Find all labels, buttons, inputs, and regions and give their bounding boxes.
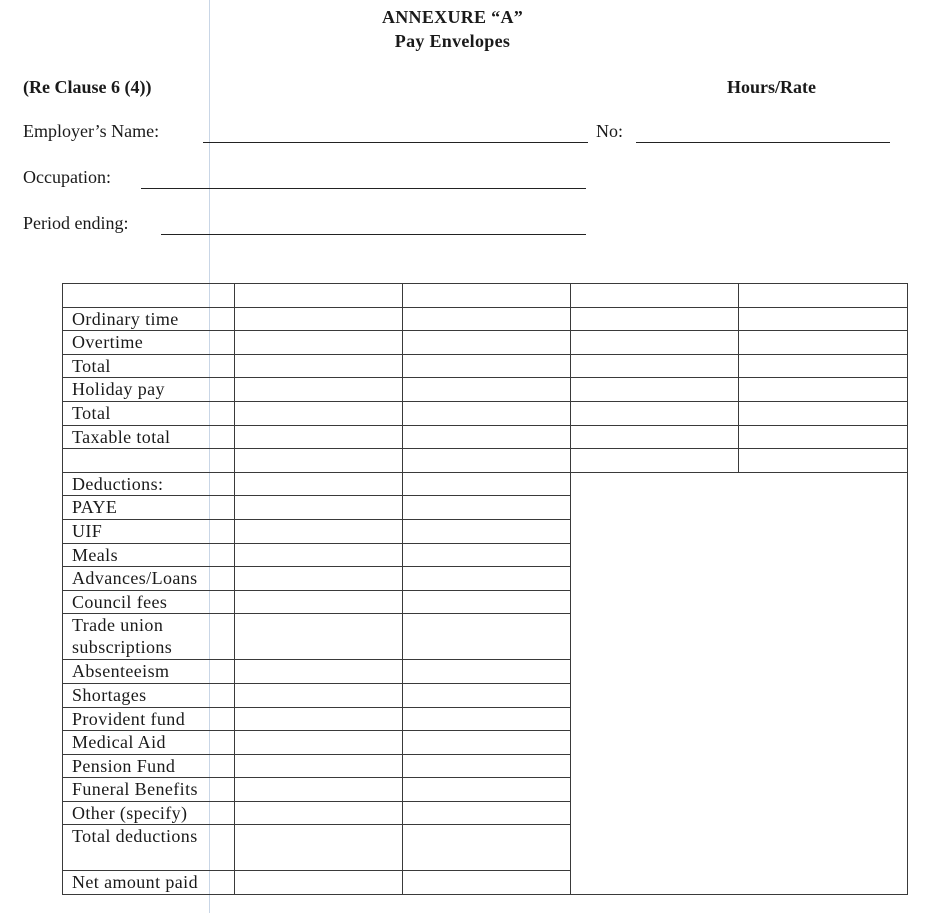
table-cell[interactable] <box>403 331 571 355</box>
row-label-council-fees: Council fees <box>63 590 235 614</box>
table-cell[interactable] <box>235 472 403 496</box>
table-cell[interactable] <box>235 754 403 778</box>
table-cell[interactable] <box>403 590 571 614</box>
occupation-label: Occupation: <box>23 167 111 187</box>
deductions-header: Deductions: <box>63 472 235 496</box>
row-label-pension-fund: Pension Fund <box>63 754 235 778</box>
table-cell[interactable] <box>235 354 403 378</box>
table-cell <box>63 284 235 308</box>
table-cell[interactable] <box>403 307 571 331</box>
table-cell[interactable] <box>739 331 908 355</box>
table-cell[interactable] <box>739 307 908 331</box>
table-cell[interactable] <box>403 778 571 802</box>
row-label-taxable-total: Taxable total <box>63 425 235 449</box>
table-cell[interactable] <box>403 567 571 591</box>
table-cell[interactable] <box>235 401 403 425</box>
row-label-total-2: Total <box>63 401 235 425</box>
row-label-net-amount-paid: Net amount paid <box>63 871 235 895</box>
table-cell[interactable] <box>403 496 571 520</box>
table-row <box>63 307 908 331</box>
table-cell[interactable] <box>571 425 739 449</box>
occupation-field[interactable] <box>141 167 586 189</box>
row-label-provident-fund: Provident fund <box>63 707 235 731</box>
table-cell[interactable] <box>235 778 403 802</box>
table-cell[interactable] <box>403 354 571 378</box>
table-cell[interactable] <box>739 378 908 402</box>
table-cell[interactable] <box>235 825 403 871</box>
table-cell[interactable] <box>403 801 571 825</box>
row-label-total-deductions: Total deductions <box>63 825 235 871</box>
employer-name-field[interactable] <box>203 121 588 143</box>
table-cell[interactable] <box>235 683 403 707</box>
table-cell[interactable] <box>235 801 403 825</box>
table-cell[interactable] <box>403 543 571 567</box>
table-row <box>63 354 908 378</box>
table-cell[interactable] <box>235 731 403 755</box>
row-label-shortages: Shortages <box>63 683 235 707</box>
row-label-medical-aid: Medical Aid <box>63 731 235 755</box>
table-cell[interactable] <box>403 401 571 425</box>
row-label-holiday-pay: Holiday pay <box>63 378 235 402</box>
table-cell[interactable] <box>235 449 403 473</box>
table-cell[interactable] <box>739 401 908 425</box>
table-cell[interactable] <box>571 378 739 402</box>
table-cell[interactable] <box>235 331 403 355</box>
table-cell[interactable] <box>403 731 571 755</box>
table-cell <box>63 449 235 473</box>
no-label: No: <box>596 121 623 141</box>
row-label-funeral-benefits: Funeral Benefits <box>63 778 235 802</box>
table-cell[interactable] <box>235 614 403 660</box>
table-cell[interactable] <box>403 425 571 449</box>
table-cell[interactable] <box>235 871 403 895</box>
period-ending-field[interactable] <box>161 213 586 235</box>
row-label-trade-union-subscriptions: Trade union subscriptions <box>63 614 235 660</box>
table-cell[interactable] <box>571 401 739 425</box>
table-row <box>63 449 908 473</box>
row-label-ordinary-time: Ordinary time <box>63 307 235 331</box>
table-cell[interactable] <box>235 496 403 520</box>
employer-name-label: Employer’s Name: <box>23 121 160 141</box>
blank-area <box>571 472 908 894</box>
row-label-advances-loans: Advances/Loans <box>63 567 235 591</box>
table-row <box>63 472 908 496</box>
pay-envelope-table <box>62 283 908 895</box>
table-cell[interactable] <box>403 754 571 778</box>
table-cell[interactable] <box>571 354 739 378</box>
no-field[interactable] <box>636 121 890 143</box>
table-cell[interactable] <box>571 331 739 355</box>
table-cell[interactable] <box>403 871 571 895</box>
table-cell[interactable] <box>235 590 403 614</box>
table-cell[interactable] <box>403 449 571 473</box>
table-cell[interactable] <box>739 425 908 449</box>
table-cell[interactable] <box>235 660 403 684</box>
table-row <box>63 401 908 425</box>
clause-reference: (Re Clause 6 (4)) <box>23 77 152 97</box>
table-cell[interactable] <box>739 449 908 473</box>
row-label-overtime: Overtime <box>63 331 235 355</box>
table-cell[interactable] <box>403 378 571 402</box>
table-cell[interactable] <box>235 707 403 731</box>
table-row <box>63 378 908 402</box>
table-header-row <box>63 284 908 308</box>
table-cell[interactable] <box>739 354 908 378</box>
row-label-absenteeism: Absenteeism <box>63 660 235 684</box>
row-label-other-specify: Other (specify) <box>63 801 235 825</box>
table-row <box>63 425 908 449</box>
table-cell[interactable] <box>739 284 908 308</box>
table-cell[interactable] <box>235 425 403 449</box>
table-cell[interactable] <box>403 472 571 496</box>
table-cell[interactable] <box>571 284 739 308</box>
row-label-paye: PAYE <box>63 496 235 520</box>
table-cell[interactable] <box>235 543 403 567</box>
table-cell[interactable] <box>235 567 403 591</box>
row-label-uif: UIF <box>63 519 235 543</box>
table-cell[interactable] <box>403 660 571 684</box>
table-cell[interactable] <box>403 707 571 731</box>
table-cell[interactable] <box>235 519 403 543</box>
table-cell[interactable] <box>403 825 571 871</box>
table-cell[interactable] <box>403 519 571 543</box>
table-cell[interactable] <box>403 284 571 308</box>
table-cell[interactable] <box>403 614 571 660</box>
table-cell[interactable] <box>571 449 739 473</box>
table-cell[interactable] <box>571 307 739 331</box>
table-row <box>63 331 908 355</box>
period-ending-label: Period ending: <box>23 213 129 233</box>
table-cell[interactable] <box>235 284 403 308</box>
table-cell[interactable] <box>235 378 403 402</box>
table-cell[interactable] <box>235 307 403 331</box>
annexure-title: ANNEXURE “A” <box>381 7 524 27</box>
table-cell[interactable] <box>403 683 571 707</box>
hours-rate-heading: Hours/Rate <box>727 77 816 97</box>
document-subtitle: Pay Envelopes <box>394 31 511 51</box>
row-label-total: Total <box>63 354 235 378</box>
row-label-meals: Meals <box>63 543 235 567</box>
